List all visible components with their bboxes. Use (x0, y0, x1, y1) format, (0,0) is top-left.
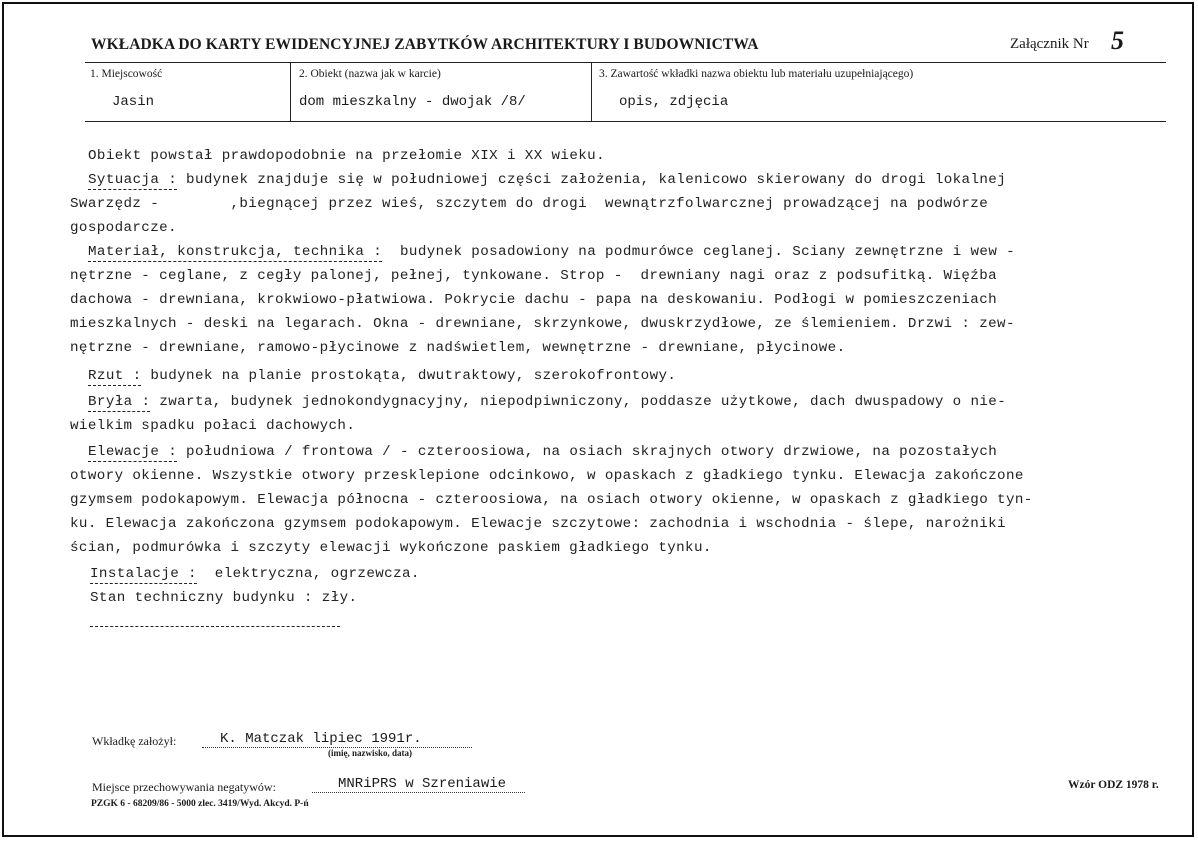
text-line: ścian, podmurówka i szczyty elewacji wykończone paskiem gładkiego tynku. (70, 540, 712, 556)
author-value: K. Matczak lipiec 1991r. (202, 731, 472, 748)
text-line: nętrzne - ceglane, z cegły palonej, pełnej, tynkowane. Strop - drewniany nagi oraz z podsufitką. Więźba (70, 268, 998, 284)
text-line: Obiekt powstał prawdopodobnie na przełomie XIX i XX wieku. (88, 148, 606, 164)
text-line: otwory okienne. Wszystkie otwory przesklepione odcinkowo, w opaskach z gładkiego tynku. Elewacja zakończone (70, 468, 1024, 484)
storage-label: Miejsce przechowywania negatywów: (92, 780, 276, 794)
author-label: Wkładkę założył: (92, 734, 177, 748)
text-line: gospodarcze. (70, 220, 177, 236)
header-fields-table (85, 62, 1166, 122)
text-line: Bryła : zwarta, budynek jednokondygnacyjny, niepodpiwniczony, poddasze użytkowe, dach dwuspadowy o nie- (88, 394, 1007, 410)
print-info: PZGK 6 - 68209/86 - 5000 zlec. 3419/Wyd. Akcyd. P-ń (91, 799, 309, 809)
contents-cell (591, 63, 1166, 121)
section-label-elevations: Elewacje : (88, 444, 178, 460)
annex-number: 5 (1111, 26, 1124, 55)
section-label-situation: Sytuacja : (88, 172, 178, 188)
text-line: mieszkalnych - deski na legarach. Okna - drewniane, skrzynkowe, dwuskrzydłowe, ze ślemieniem. Drzwi : zew- (70, 316, 1015, 332)
text-line: Stan techniczny budynku : zły. (90, 590, 358, 606)
separator-line (90, 626, 340, 627)
document-title: WKŁADKA DO KARTY EWIDENCYJNEJ ZABYTKÓW ARCHITEKTURY I BUDOWNICTWA (91, 36, 759, 53)
contents-label: 3. Zawartość wkładki nazwa obiektu lub materiału uzupełniającego) (599, 68, 914, 80)
section-label-installations: Instalacje : (90, 566, 197, 582)
author-hint: (imię, nazwisko, data) (328, 748, 412, 758)
object-value: dom mieszkalny - dwojak /8/ (299, 94, 526, 110)
form-id: Wzór ODZ 1978 r. (1068, 779, 1159, 791)
text-line: Instalacje : elektryczna, ogrzewcza. (90, 566, 420, 582)
object-cell (290, 63, 592, 121)
text-line: wielkim spadku połaci dachowych. (70, 418, 356, 434)
text-line: gzymsem podokapowym. Elewacja północna - czteroosiowa, na osiach otwory okienne, w opaskach z gładkiego tyn- (70, 492, 1033, 508)
storage-value: MNRiPRS w Szreniawie (312, 776, 525, 793)
section-label-mass: Bryła : (88, 394, 151, 410)
text-line: nętrzne - drewniane, ramowo-płycinowe z nadświetlem, wewnętrzne - drewniane, płycinowe. (70, 340, 846, 356)
text-line: dachowa - drewniana, krokwiowo-płatwiowa. Pokrycie dachu - papa na deskowaniu. Podłogi w pomieszczeniach (70, 292, 998, 308)
locality-value: Jasin (112, 94, 155, 110)
object-label: 2. Obiekt (nazwa jak w karcie) (299, 68, 441, 80)
contents-value: opis, zdjęcia (619, 94, 729, 110)
section-label-material: Materiał, konstrukcja, technika : (88, 244, 383, 260)
locality-label: 1. Miejscowość (90, 68, 163, 80)
text-line: Elewacje : południowa / frontowa / - czteroosiowa, na osiach skrajnych otwory drzwiowe, na pozostałych (88, 444, 998, 460)
text-line: Swarzędz - ,biegnącej przez wieś, szczytem do drogi wewnątrzfolwarcznej prowadzącej na podwórze (70, 196, 989, 212)
text-line: Sytuacja : budynek znajduje się w południowej części założenia, kalenicowo skierowany do drogi lokalnej (88, 172, 1007, 188)
text-line: Rzut : budynek na planie prostokąta, dwutraktowy, szerokofrontowy. (88, 368, 677, 384)
section-label-plan: Rzut : (88, 368, 142, 384)
text-line: ku. Elewacja zakończona gzymsem podokapowym. Elewacje szczytowe: zachodnia i wschodnia - ślepe, narożniki (70, 516, 1006, 532)
text-line: Materiał, konstrukcja, technika : budynek posadowiony na podmurówce ceglanej. Sciany zewnętrzne i wew - (88, 244, 1016, 260)
locality-cell (85, 63, 291, 121)
annex-label: Załącznik Nr (1010, 36, 1089, 52)
